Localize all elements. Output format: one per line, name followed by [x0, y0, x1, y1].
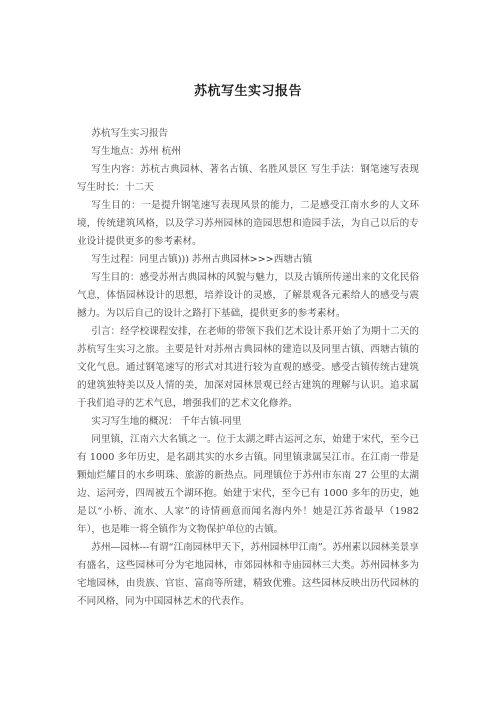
- paragraph-purpose: 写生目的：一是提升钢笔速写表现风景的能力，二是感受江南水乡的人文环境，传统建筑风格，以及学习苏州园林的造园思想和造园手法，为自己以后的专业设计提供更多的参考素材。: [77, 200, 419, 247]
- paragraph-purpose-2: 写生目的：感受苏州古典园林的风貌与魅力，以及古镇所传递出来的文化民俗气息，体悟园林设计的思想，培养设计的灵感，了解景观各元素给人的感受与震撼力。为以后自己的设计之路打下基础，提供更多的参考素材。: [77, 272, 419, 319]
- paragraph-location: 写生地点：苏州 杭州: [91, 146, 181, 157]
- document-title: 苏杭写生实习报告: [193, 84, 302, 99]
- paragraph-overview: 实习写生地的概况： 千年古镇-同里: [91, 416, 242, 427]
- document-body: [77, 125, 419, 611]
- paragraph-process: 写生过程：同里古镇))) 苏州古典园林>>>西塘古镇: [91, 254, 313, 265]
- paragraph-tongli: 同里镇，江南六大名镇之一。位于太湖之畔古运河之东，始建于宋代，至今已有 1000 多年历史，是名副其实的水乡古镇。同里镇隶属吴江市。在江南一带是颗灿烂耀目的水乡明珠、旅游的新热点。同理镇位于苏州市东南 27 公里的太湖边、运河旁，四周被五个湖环抱。始建于宋代，至今已有 1000 多年的历史，她是以“小桥、流水、人家”的诗情画意而闻名海内外！她是江苏省最早（1982 年），也是唯一将全镇作为文物保护单位的古镇。: [77, 434, 419, 535]
- paragraph-heading: 苏杭写生实习报告: [91, 128, 169, 139]
- paragraph-suzhou-gardens: 苏州—园林---有谓“江南园林甲天下，苏州园林甲江南”。苏州素以园林美景享有盛名，这些园林可分为宅地园林，市郊园林和寺庙园林三大类。苏州园林多为宅地园林，由贵族、官宦、富商等所建，精致优雅。这些园林反映出历代园林的不同风格，同为中国园林艺术的代表作。: [77, 542, 419, 607]
- paragraph-content: 写生内容：苏杭古典园林、著名古镇、名胜风景区 写生手法：钢笔速写表现 写生时长：十二天: [77, 164, 419, 193]
- paragraph-introduction: 引言：经学校课程安排，在老师的带领下我们艺术设计系开始了为期十二天的苏杭写生实习之旅。主要是针对苏州古典园林的建造以及同里古镇、西塘古镇的文化气息。通过钢笔速写的形式对其进行较为直观的感受。感受古镇传统古建筑的建筑独特美以及人情的美，加深对园林景观已经古建筑的理解与认识。追求属于我们追寻的艺术气息，增强我们的艺术文化修养。: [77, 326, 419, 409]
